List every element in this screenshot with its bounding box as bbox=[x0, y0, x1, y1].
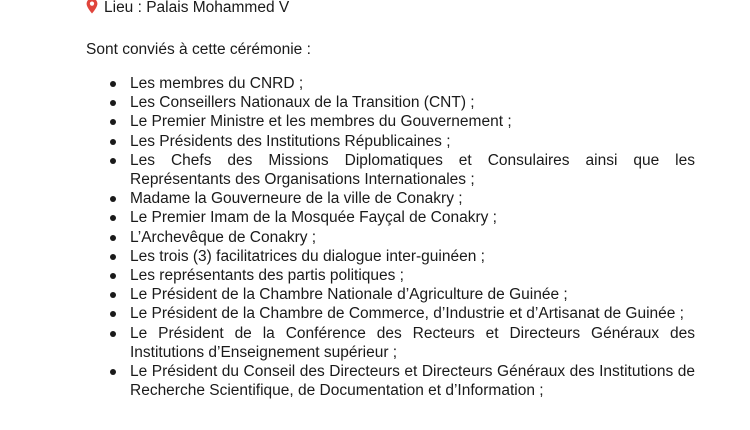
bullet-icon bbox=[110, 119, 116, 125]
bullet-icon bbox=[110, 311, 116, 317]
bullet-icon bbox=[110, 215, 116, 221]
bullet-icon bbox=[110, 254, 116, 260]
invitees-intro: Sont conviés à cette cérémonie : bbox=[86, 41, 311, 58]
attendee-item bbox=[110, 324, 695, 362]
bullet-icon bbox=[110, 139, 116, 145]
attendee-text: Le Président de la Chambre de Commerce, d’Industrie et d’Artisanat de Guinée ; bbox=[130, 305, 684, 323]
map-pin-icon bbox=[86, 0, 98, 14]
attendee-item bbox=[110, 151, 695, 189]
attendee-item bbox=[110, 74, 695, 93]
attendee-text: Les représentants des partis politiques ; bbox=[130, 267, 404, 285]
bullet-icon bbox=[110, 196, 116, 202]
attendee-item bbox=[110, 266, 695, 285]
attendee-text: Le Président du Conseil des Directeurs et Directeurs Généraux des Institutions de Recherche Scientifique, de Documentation et d’Information ; bbox=[130, 363, 695, 400]
bullet-icon bbox=[110, 331, 116, 337]
bullet-icon bbox=[110, 235, 116, 241]
attendee-item bbox=[110, 362, 695, 400]
attendee-item bbox=[110, 285, 695, 304]
attendee-text: Madame la Gouverneure de la ville de Conakry ; bbox=[130, 190, 463, 208]
attendee-item bbox=[110, 228, 695, 247]
attendee-text: Le Premier Imam de la Mosquée Fayçal de Conakry ; bbox=[130, 209, 497, 227]
attendee-item bbox=[110, 189, 695, 208]
bullet-icon bbox=[110, 158, 116, 164]
attendee-text: Le Président de la Conférence des Recteurs et Directeurs Généraux des Institutions d’Enseignement supérieur ; bbox=[130, 324, 695, 361]
attendee-text: Les trois (3) facilitatrices du dialogue inter-guinéen ; bbox=[130, 247, 485, 265]
location-line bbox=[86, 0, 289, 18]
attendee-list bbox=[110, 74, 695, 400]
bullet-icon bbox=[110, 369, 116, 375]
attendee-item bbox=[110, 112, 695, 131]
attendee-item bbox=[110, 132, 695, 151]
location-text: Lieu : Palais Mohammed V bbox=[104, 0, 290, 16]
attendee-item bbox=[110, 93, 695, 112]
attendee-text: Le Premier Ministre et les membres du Gouvernement ; bbox=[130, 113, 512, 131]
attendee-text: Les Chefs des Missions Diplomatiques et Consulaires ainsi que les Représentants des Organisations Internationales ; bbox=[130, 151, 695, 189]
attendee-text: L’Archevêque de Conakry ; bbox=[130, 228, 317, 246]
attendee-text: Les Présidents des Institutions Républicaines ; bbox=[130, 132, 451, 150]
bullet-icon bbox=[110, 273, 116, 279]
attendee-item bbox=[110, 304, 695, 323]
attendee-item bbox=[110, 208, 695, 227]
bullet-icon bbox=[110, 292, 116, 298]
bullet-icon bbox=[110, 100, 116, 106]
attendee-text: Les Conseillers Nationaux de la Transition (CNT) ; bbox=[130, 94, 475, 112]
attendee-text: Le Président de la Chambre Nationale d’Agriculture de Guinée ; bbox=[130, 286, 568, 304]
attendee-item bbox=[110, 247, 695, 266]
attendee-text: Les membres du CNRD ; bbox=[130, 75, 304, 92]
bullet-icon bbox=[110, 81, 116, 87]
